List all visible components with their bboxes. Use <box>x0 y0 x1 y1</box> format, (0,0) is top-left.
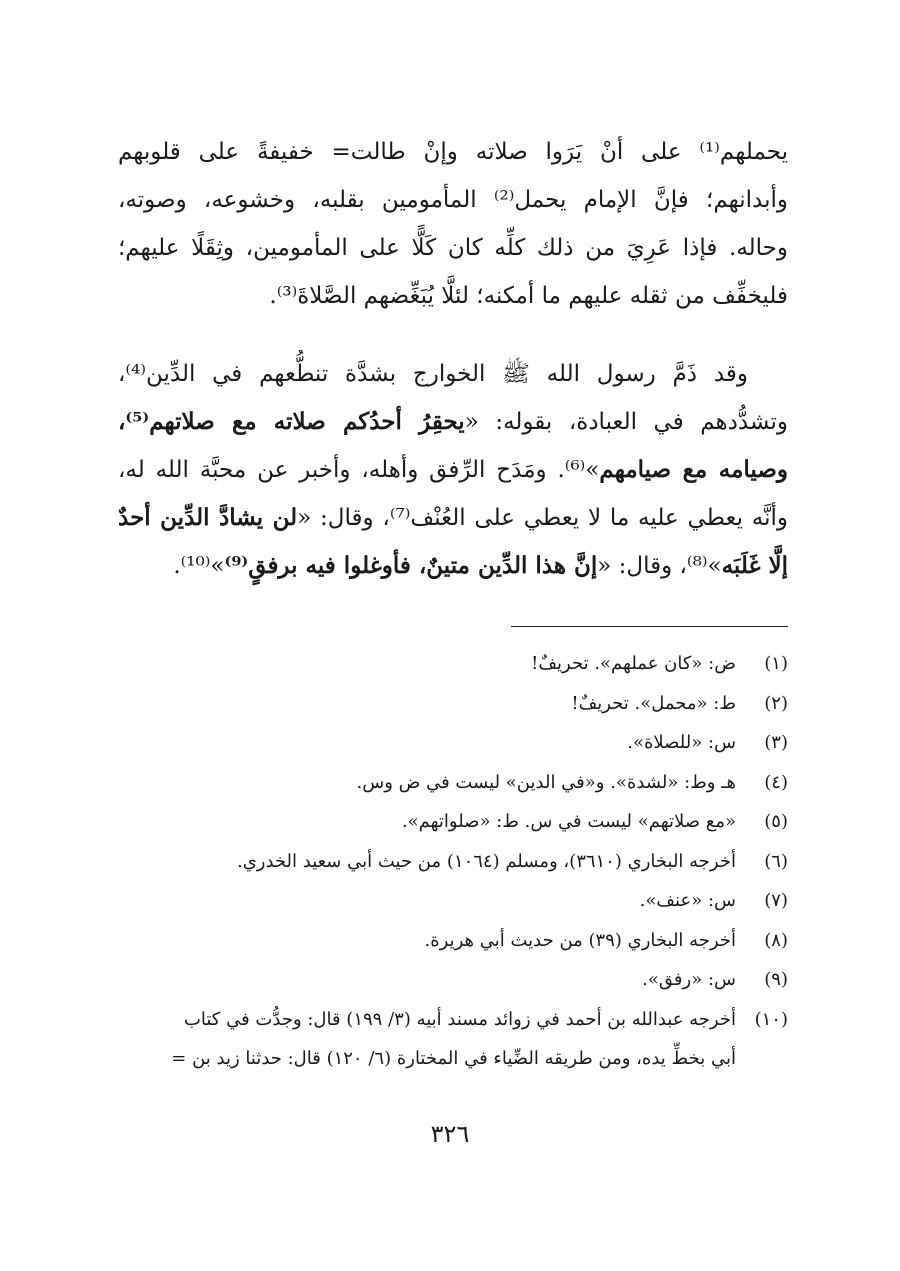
footnote-text: س: «رفق». <box>642 969 736 990</box>
footnote-separator <box>511 626 788 627</box>
hadith-quote: إنَّ هذا الدِّين متينٌ، فأوغلوا فيه برفقٍ⁽⁹⁾ <box>224 552 598 579</box>
hadith-quote: لن يشادَّ الدِّين أحدٌ <box>118 504 298 531</box>
hadith-quote: وصيامه مع صيامهم <box>599 456 788 483</box>
footnote-number: (٤) <box>764 771 788 793</box>
text-run: »⁽⁶⁾. ومَدَح الرِّفق وأهله، وأخبر عن محبَّة الله له، <box>118 457 600 483</box>
footnote <box>118 763 788 803</box>
footnote-text: ط: «محمل». تحريفٌ! <box>571 692 736 714</box>
footnote-text: س: «عنف». <box>639 890 736 911</box>
footnote-number: (٩) <box>764 969 788 990</box>
footnote <box>118 802 788 842</box>
footnote-number: (١) <box>764 653 788 674</box>
footnote-number: (٢) <box>764 692 788 714</box>
footnote-number: (٧) <box>764 890 788 911</box>
hadith-quote: يحقِرُ أحدُكم صلاته مع صلاتهم⁽⁵⁾، <box>118 408 465 435</box>
footnote <box>118 881 788 921</box>
text-line <box>118 446 788 494</box>
footnote <box>118 723 788 763</box>
footnote-continuation: أبي بخطِّ يده، ومن طريقه الضِّياء في المختارة (٦/ ١٢٠) قال: حدثنا زيد بن = <box>171 1048 736 1069</box>
text-run: وتشدُّدهم في العبادة، بقوله: « <box>464 409 788 435</box>
text-run: وأنَّه يعطي عليه ما لا يعطي على العُنْف⁽⁷⁾، وقال: « <box>297 505 788 531</box>
main-text <box>118 128 788 590</box>
text-run: »⁽¹⁰⁾. <box>173 553 225 579</box>
footnotes <box>118 644 788 1079</box>
footnote <box>118 960 788 1000</box>
paragraph-1 <box>118 128 788 320</box>
text-line: وأبدانهم؛ فإنَّ الإمام يحمل⁽²⁾ المأمومين بقلبه، وخشوعه، وصوته، <box>118 187 788 213</box>
footnote-text: س: «للصلاة». <box>627 732 736 753</box>
footnote-text: هـ وط: «لشدة». و«في الدين» ليست في ض وس. <box>356 771 736 793</box>
footnote <box>118 921 788 961</box>
footnote-number: (١٠) <box>754 1008 788 1030</box>
text-line: وحاله. فإذا عَرِيَ من ذلك كلِّه كان كَلًّا على المأمومين، وثِقَلًا عليهم؛ <box>118 235 788 261</box>
footnote <box>118 644 788 684</box>
footnote-number: (٣) <box>764 732 788 753</box>
footnote-number: (٨) <box>764 929 788 951</box>
paragraph-2 <box>118 350 788 590</box>
text-line <box>118 542 788 590</box>
hadith-quote: إلَّا غَلَبَه <box>721 552 788 579</box>
text-line: يحملهم⁽¹⁾ على أنْ يَرَوا صلاته وإنْ طالت= خفيفةً على قلوبهم <box>118 139 788 165</box>
footnote-text: أخرجه البخاري (٣٩) من حديث أبي هريرة. <box>424 929 736 951</box>
footnote-text: أخرجه البخاري (٣٦١٠)، ومسلم (١٠٦٤) من حيث أبي سعيد الخدري. <box>236 850 736 872</box>
footnote-text: أخرجه عبدالله بن أحمد في زوائد مسند أبيه (٣/ ١٩٩) قال: وجدُّت في كتاب <box>183 1008 736 1030</box>
footnote-number: (٦) <box>764 850 788 872</box>
footnote <box>118 842 788 882</box>
footnote-text: «مع صلاتهم» ليست في س. ط: «صلواتهم». <box>401 811 736 832</box>
footnote <box>118 1000 788 1040</box>
footnote-number: (٥) <box>764 811 788 832</box>
page-number: ٣٢٦ <box>430 1120 470 1148</box>
text-line <box>118 398 788 446</box>
text-line: وقد ذَمَّ رسول الله ﷺ الخوارج بشدَّة تنطُّعهم في الدِّين⁽⁴⁾، <box>118 361 748 387</box>
footnote-text: ض: «كان عملهم». تحريفٌ! <box>531 653 736 674</box>
text-line <box>118 494 788 542</box>
text-line: فليخفِّف من ثقله عليهم ما أمكنه؛ لئلَّا يُبَغِّضهم الصَّلاةَ⁽³⁾. <box>269 283 788 309</box>
footnote <box>118 684 788 724</box>
text-run: »⁽⁸⁾، وقال: « <box>597 553 722 579</box>
